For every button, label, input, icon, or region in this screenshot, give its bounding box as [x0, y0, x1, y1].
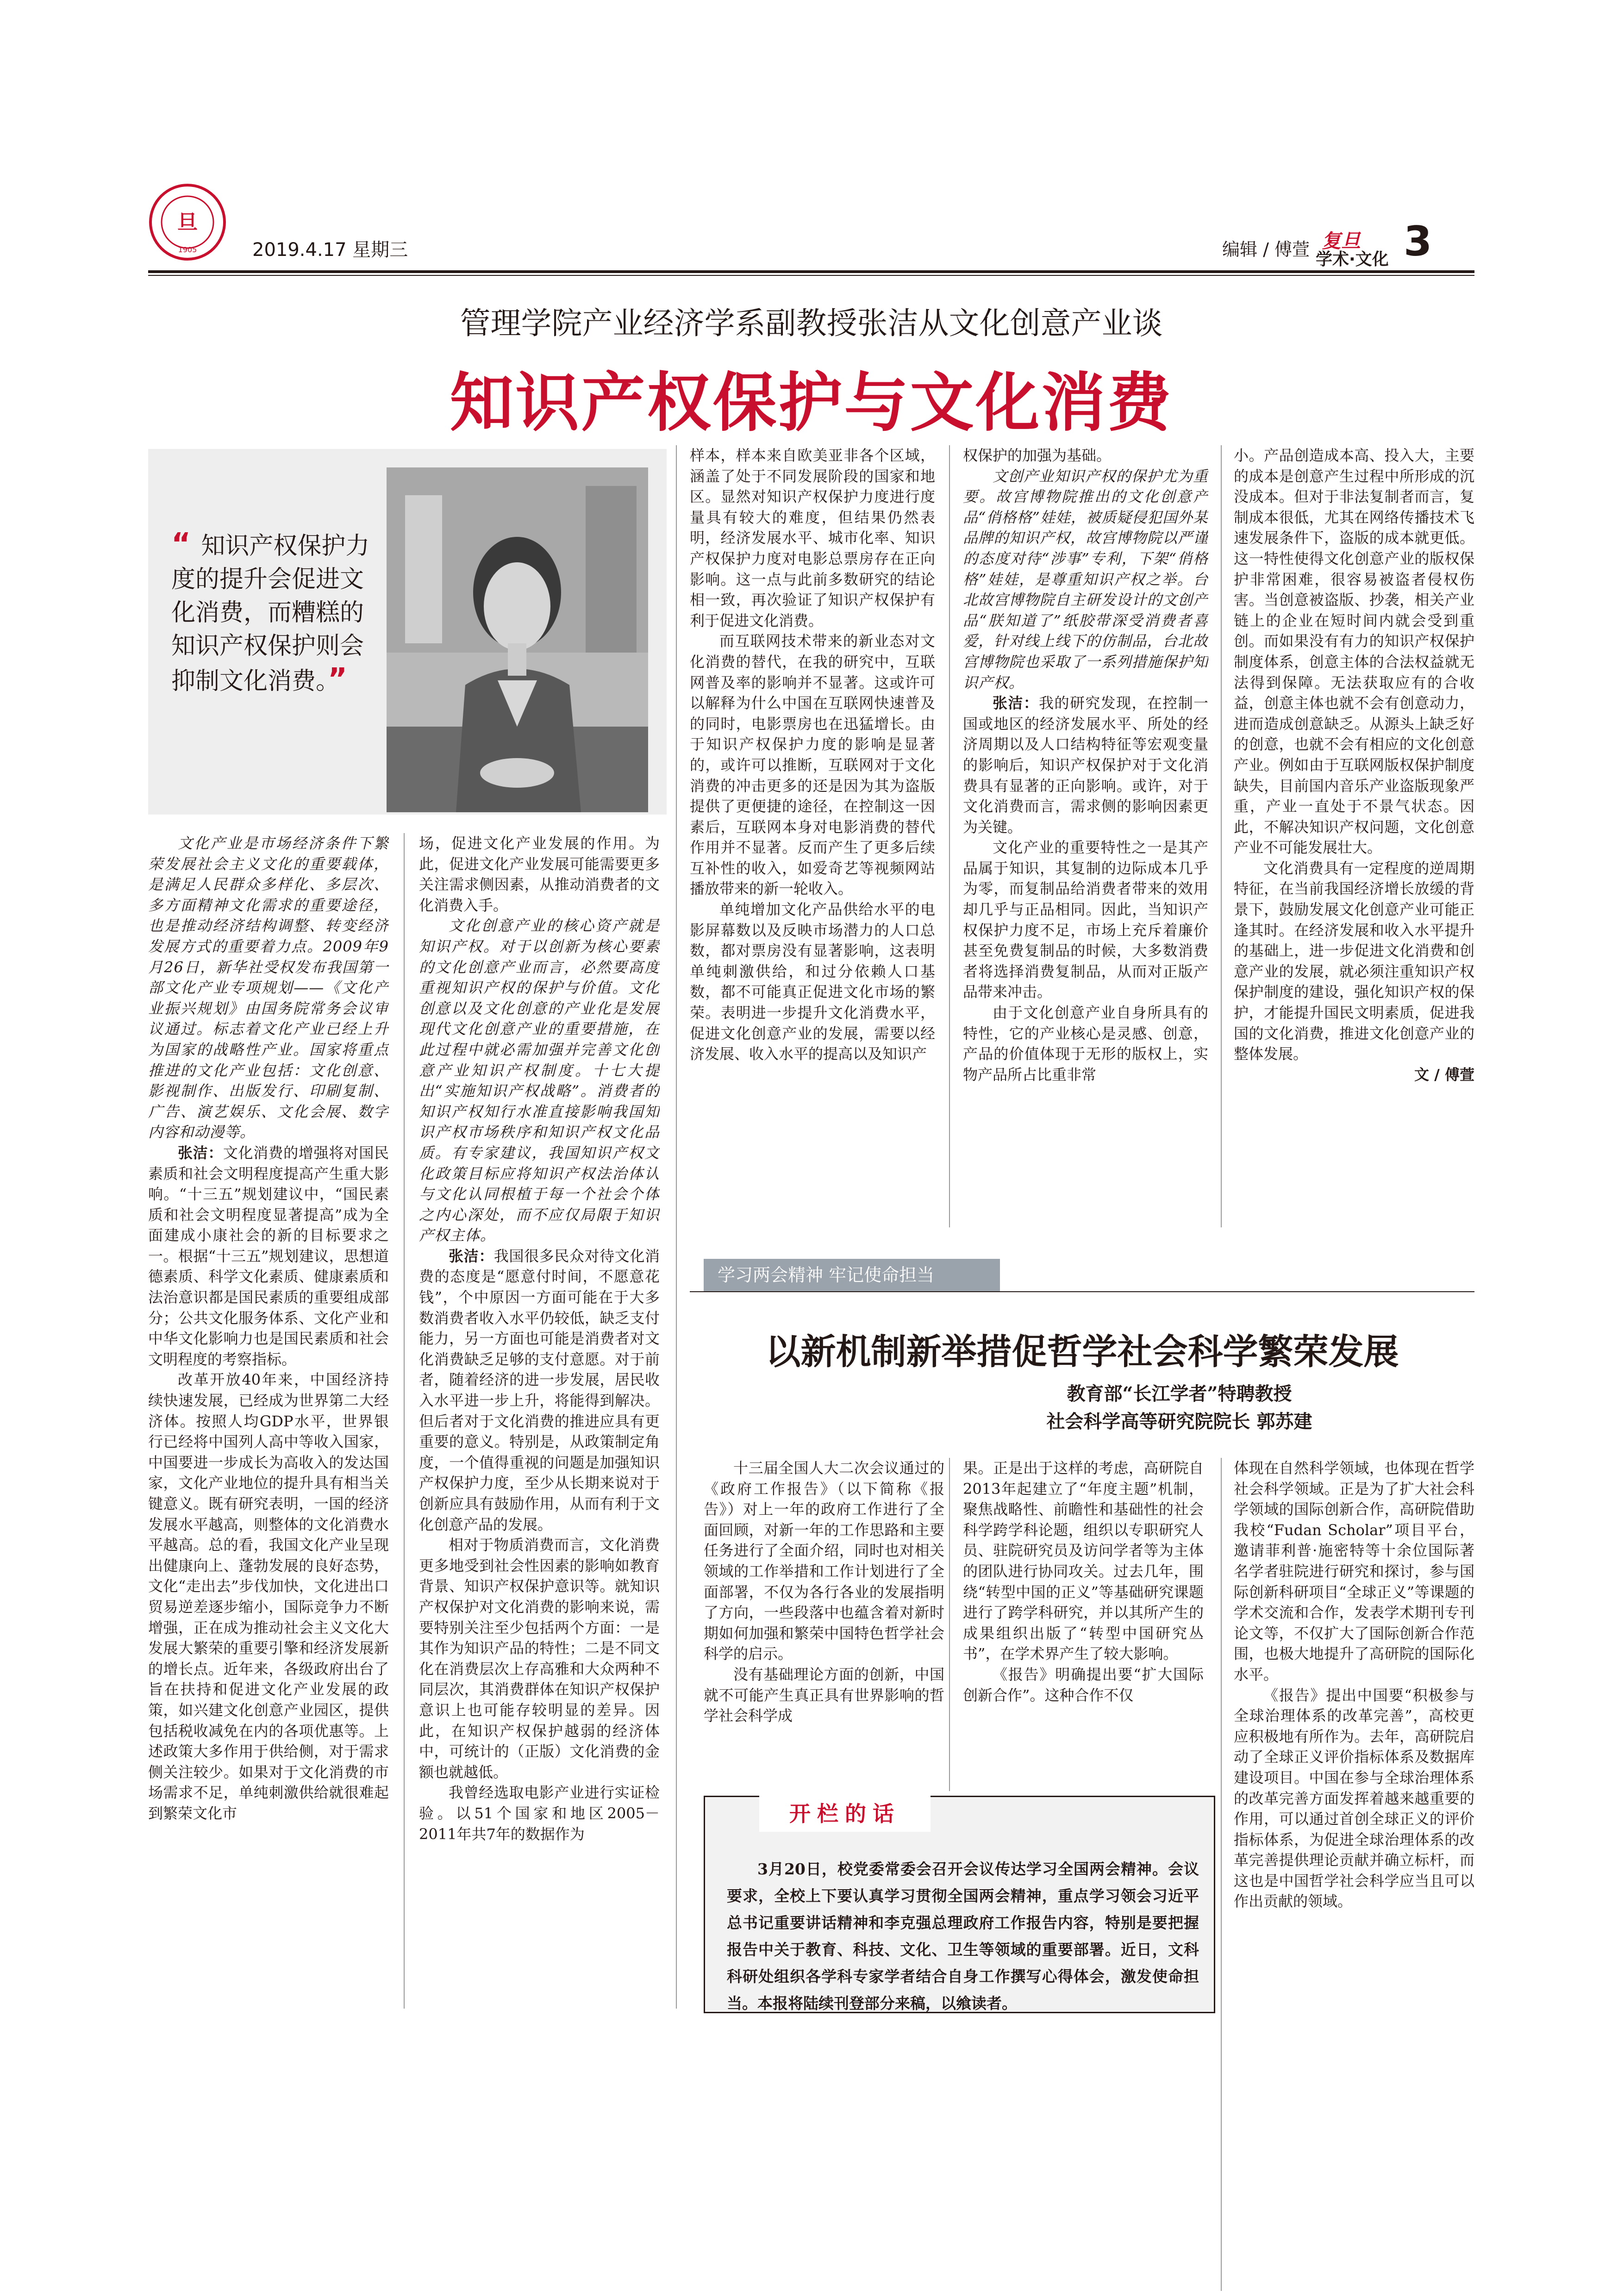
column-divider [404, 833, 405, 2009]
portrait-photo-icon [387, 467, 648, 812]
body-paragraph: 样本，样本来自欧美亚非各个区域，涵盖了处于不同发展阶段的国家和地区。显然对知识产权保护力度进行度量具有较大的难度，但结果仍然表明，经济发展水平、城市化率、知识产权保护力度对电影总票房存在正向影响。这一点与此前多数研究的结论相一致，再次验证了知识产权保护有利于促进文化消费。 [690, 447, 935, 629]
article-kicker: 管理学院产业经济学系副教授张洁从文化创意产业谈 [460, 305, 1163, 341]
header-rule [148, 270, 1474, 273]
body-paragraph: 体现在自然科学领域，也体现在哲学社会科学领域。正是为了扩大社会科学领域的国际创新合作，高研院借助我校“Fudan Scholar”项目平台，邀请菲利普·施密特等十余位国际著名学者驻院进行研究和探讨，参与国际创新科研项目“全球正义”等课题的学术交流和合作，发表学术期刊专刊论文等，不仅扩大了国际创新合作范围，也极大地提升了高研院的国际化水平。 [1234, 1459, 1474, 1683]
speaker-label: 张洁： [993, 694, 1039, 712]
author-title: 教育部“长江学者”特聘教授 [1067, 1383, 1292, 1405]
issue-date: 2019.4.17 星期三 [252, 239, 408, 261]
body-paragraph: 单纯增加文化产品供给水平的电影屏幕数以及反映市场潜力的人口总数，都对票房没有显著影响，这表明单纯刺激供给，和过分依赖人口基数，都不可能真正促进文化市场的繁荣。表明进一步提升文化消费水平，促进文化创意产业的发展，需要以经济发展、收入水平的提高以及知识产 [690, 901, 935, 1063]
column-divider [949, 1458, 950, 1791]
fudan-university-seal-icon [148, 183, 227, 261]
body-paragraph: 《报告》明确提出要“扩大国际创新合作”。这种合作不仅 [963, 1665, 1204, 1704]
interviewer-question: 文化产业是市场经济条件下繁荣发展社会主义文化的重要载体，是满足人民群众多样化、多层次、多方面精神文化需求的重要途径，也是推动经济结构调整、转变经济发展方式的重要着力点。2009年9月26日，新华社受权发布我国第一部文化产业专项规划——《文化产业振兴规划》由国务院常务会议审议通过。标志着文化产业已经上升为国家的战略性产业。国家将重点推进的文化产业包括：文化创意、影视制作、出版发行、印刷复制、广告、演艺娱乐、文化会展、数字内容和动漫等。 [148, 834, 389, 1141]
banner-rule [690, 1291, 1474, 1292]
pull-quote [171, 528, 370, 698]
paragraph-text: 文化消费的增强将对国民素质和社会文明程度提高产生重大影响。“十三五”规划建议中，“国民素质和社会文明程度显著提高”成为全面建成小康社会的新的目标要求之一。根据“十三五”规划建议，思想道德素质、科学文化素质、健康素质和法治意识都是国民素质的重要组成部分；公共文化服务体系、文化产业和中华文化影响力也是国民素质和社会文明程度的考察指标。 [148, 1144, 389, 1368]
body-paragraph: 《报告》提出中国要“积极参与全球治理体系的改革完善”，高校更应积极地有所作为。去年，高研院启动了全球正义评价指标体系及数据库建设项目。中国在参与全球治理体系的改革完善方面发挥着越来越重要的作用，可以通过首创全球正义的评价指标体系，为促进全球治理体系的改革完善提供理论贡献并确立标杆，而这也是中国哲学社会科学应当且可以作出贡献的领域。 [1234, 1686, 1474, 1910]
article-column-3 [690, 445, 935, 1227]
body-paragraph: 而互联网技术带来的新业态对文化消费的替代，在我的研究中，互联网普及率的影响并不显著。这或许可以解释为什么中国在互联网快速普及的同时，电影票房也在迅猛增长。由于知识产权保护力度的影响是显著的，或许可以推断，互联网对于文化消费的冲击更多的还是因为其为盗版提供了更便捷的途径，在控制这一因素后，互联网本身对电影消费的替代作用并不显著。反而产生了更多后续互补性的收入，如爱奇艺等视频网站播放带来的新一轮收入。 [690, 632, 935, 898]
body-paragraph: 相对于物质消费而言，文化消费更多地受到社会性因素的影响如教育背景、知识产权保护意识等。就知识产权保护对文化消费的影响来说，需要特别关注至少包括两个方面：一是其作为知识产品的特性；二是不同文化在消费层次上存高雅和大众两种不同层次，其消费群体在知识产权保护意识上也可能存较明显的差异。因此，在知识产权保护越弱的经济体中，可统计的（正版）文化消费的金额也就越低。 [419, 1536, 660, 1781]
article-column-1 [148, 833, 389, 2009]
answer-paragraph [963, 693, 1208, 837]
article-column-4 [963, 445, 1208, 1227]
body-paragraph: 我曾经选取电影产业进行实证检验。以51个国家和地区2005－2011年共7年的数据作为 [419, 1784, 660, 1843]
article-headline: 知识产权保护与文化消费 [450, 366, 1173, 440]
svg-text:旦: 旦 [177, 211, 198, 234]
page-editor: 编辑 / 傅萱 [1222, 239, 1310, 260]
pull-quote-text: 知识产权保护力度的提升会促进文化消费，而糟糕的知识产权保护则会抑制文化消费。 [171, 532, 370, 695]
column-divider [676, 445, 677, 2009]
body-paragraph: 场，促进文化产业发展的作用。为此，促进文化产业发展可能需要更多关注需求侧因素，从推动消费者的文化消费入手。 [419, 834, 660, 914]
body-paragraph: 果。正是出于这样的考虑，高研院自2013年起建立了“年度主题”机制，聚焦战略性、前瞻性和基础性的社会科学跨学科论题，组织以专职研究人员、驻院研究员及访问学者等为主体的团队进行协同攻关。过去几年，围绕“转型中国的正义”等基础研究课题进行了跨学科研究，并以其所产生的成果组织出版了“转型中国研究丛书”，在学术界产生了较大影响。 [963, 1459, 1204, 1663]
editors-note-title: 开栏的话 [759, 1796, 931, 1832]
editors-note-paragraph: 3月20日，校党委常委会召开会议传达学习全国两会精神。会议要求，全校上下要认真学习贯彻全国两会精神，重点学习领会习近平总书记重要讲话精神和李克强总理政府工作报告内容，特别是要把握报告中关于教育、科技、文化、卫生等领域的重要部署。近日，文科科研处组织各学科专家学者结合自身工作撰写心得体会，激发使命担当。本报将陆续刊登部分来稿，以飨读者。 [727, 1860, 1199, 2012]
body-paragraph: 十三届全国人大二次会议通过的《政府工作报告》（以下简称《报告》）对上一年的政府工作进行了全面回顾，对新一年的工作思路和主要任务进行了全面介绍，同时也对相关领域的工作举措和工作计划进行了全面部署，不仅为各行各业的发展指明了方向，一些段落中也蕴含着对新时期如何加强和繁荣中国特色哲学社会科学的启示。 [704, 1459, 944, 1663]
column-divider [949, 445, 950, 1227]
column-divider [1221, 445, 1222, 1227]
paragraph-text: 我的研究发现，在控制一国或地区的经济发展水平、所处的经济周期以及人口结构特征等宏观变量的影响后，知识产权保护对于文化消费具有显著的正向影响。或许，对于文化消费而言，需求侧的影响因素更为关键。 [963, 694, 1208, 836]
body-paragraph: 由于文化创意产业自身所具有的特性，它的产业核心是灵感、创意，产品的价值体现于无形的版权上，实物产品所占比重非常 [963, 1004, 1208, 1083]
close-quote-icon: ” [328, 662, 348, 697]
interviewer-question: 文化创意产业的核心资产就是知识产权。对于以创新为核心要素的文化创意产业而言，必然要高度重视知识产权的保护与价值。文化创意以及文化创意的产业化是发展现代文化创意产业的重要措施，在此过程中就必需加强并完善文化创意产业知识产权制度。十七大提出“实施知识产权战略”。消费者的知识产权知行水准直接影响我国知识产权市场秩序和知识产权文化品质。有专家建议，我国知识产权文化政策目标应将知识产权法治体认与文化认同根植于每一个社会个体之内心深处，而不应仅局限于知识产权主体。 [419, 917, 660, 1244]
interviewer-question: 文创产业知识产权的保护尤为重要。故宫博物院推出的文化创意产品“俏格格”娃娃，被质疑侵犯国外某品牌的知识产权，故宫博物院以严谨的态度对待“涉事”专利，下架“俏格格”娃娃，是尊重知识产权之举。台北故宫博物院自主研发设计的文创产品“朕知道了”纸胶带深受消费者喜爱，针对线上线下的仿制品，台北故宫博物院也采取了一系列措施保护知识产权。 [963, 467, 1208, 691]
svg-text:1905: 1905 [178, 245, 197, 254]
header-rule-thin [148, 275, 1474, 276]
body-paragraph: 小。产品创造成本高、投入大，主要的成本是创意产生过程中所形成的沉没成本。但对于非法复制者而言，复制成本很低，尤其在网络传播技术飞速发展条件下，盗版的成本就更低。这一特性使得文化创意产业的版权保护非常困难，很容易被盗者侵权伤害。当创意被盗版、抄袭，相关产业链上的企业在短时间内就会受到重创。而如果没有有力的知识产权保护制度体系，创意主体的合法权益就无法得到保障。无法获取应有的合收益，创意主体也就不会有创意动力，进而造成创意缺乏。从源头上缺乏好的创意，也就不会有相应的文化创意产业。例如由于互联网版权保护制度缺失，目前国内音乐产业盗版现象严重，产业一直处于不景气状态。因此，不解决知识产权问题，文化创意产业不可能发展壮大。 [1234, 447, 1474, 857]
body-paragraph: 没有基础理论方面的创新，中国就不可能产生真正具有世界影响的哲学社会科学成 [704, 1665, 944, 1725]
article-author: 文 / 傅萱 [1414, 1065, 1474, 1083]
author-name: 社会科学高等研究院院长 郭苏建 [1046, 1411, 1312, 1432]
column-banner: 学习两会精神 牢记使命担当 [704, 1259, 1000, 1291]
article2-column-2 [963, 1458, 1204, 1786]
answer-paragraph [419, 1246, 660, 1535]
open-quote-icon: “ [171, 527, 201, 561]
paragraph-text: 我国很多民众对待文化消费的态度是“愿意付时间，不愿意花钱”，个中原因一方面可能在于大多数消费者收入水平仍较低，缺乏支付能力，另一方面也可能是消费者对文化消费缺乏足够的支付意愿。对于前者，随着经济的进一步发展，居民收入水平进一步上升，将能得到解决。但后者对于文化消费的推进应具有更重要的意义。特别是，从政策制定角度，一个值得重视的问题是加强知识产权保护力度，至少从长期来说对于创新应具有鼓励作用，从而有利于文化创意产品的发展。 [419, 1247, 660, 1533]
body-paragraph: 改革开放40年来，中国经济持续快速发展，已经成为世界第二大经济体。按照人均GDP水平，世界银行已经将中国列人高中等收入国家，中国要进一步成长为高收入的发达国家，文化产业地位的提升具有相当关键意义。既有研究表明，一国的经济发展水平越高，则整体的文化消费水平越高。总的看，我国文化产业呈现出健康向上、蓬勃发展的良好态势，文化“走出去”步伐加快，文化进出口贸易逆差逐步缩小，国际竞争力不断增强，正在成为推动社会主义文化大发展大繁荣的重要引擎和经济发展新的增长点。近年来，各级政府出台了旨在扶持和促进文化产业发展的政策，如兴建文化创意产业园区，提供包括税收减免在内的各项优惠等。上述政策大多作用于供给侧，对于需求侧关注较少。如果对于文化消费的市场需求不足，单纯刺激供给就很难起到繁荣文化市 [148, 1371, 389, 1822]
answer-paragraph [148, 1143, 389, 1370]
column-divider [1221, 1458, 1222, 2291]
article2-column-3 [1234, 1458, 1474, 2291]
speaker-label: 张洁： [178, 1144, 223, 1162]
editors-note-text [727, 1856, 1199, 2017]
speaker-label: 张洁： [449, 1247, 494, 1265]
article-column-2 [419, 833, 660, 2009]
article2-headline: 以新机制新举措促哲学社会科学繁荣发展 [765, 1331, 1399, 1372]
article-column-5 [1234, 445, 1474, 1227]
body-paragraph: 文化消费具有一定程度的逆周期特征，在当前我国经济增长放缓的背景下，鼓励发展文化创意产业可能正逢其时。在经济发展和收入水平提升的基础上，进一步促进文化消费和创意产业的发展，就必须注重知识产权保护制度的建设，强化知识产权的保护，才能提升国民文明素质，促进我国的文化消费，推进文化创意产业的整体发展。 [1234, 859, 1474, 1063]
section-name: 学术·文化 [1316, 250, 1389, 269]
page-number: 3 [1404, 218, 1432, 265]
brand-name: 复旦 [1322, 230, 1361, 252]
body-paragraph: 文化产业的重要特性之一是其产品属于知识，其复制的边际成本几乎为零，而复制品给消费者带来的效用却几乎与正品相同。因此，当知识产权保护力度不足，市场上充斥着廉价甚至免费复制品的时候，大多数消费者将选择消费复制品，从而对正版产品带来冲击。 [963, 839, 1208, 1001]
body-paragraph: 权保护的加强为基础。 [963, 447, 1112, 464]
